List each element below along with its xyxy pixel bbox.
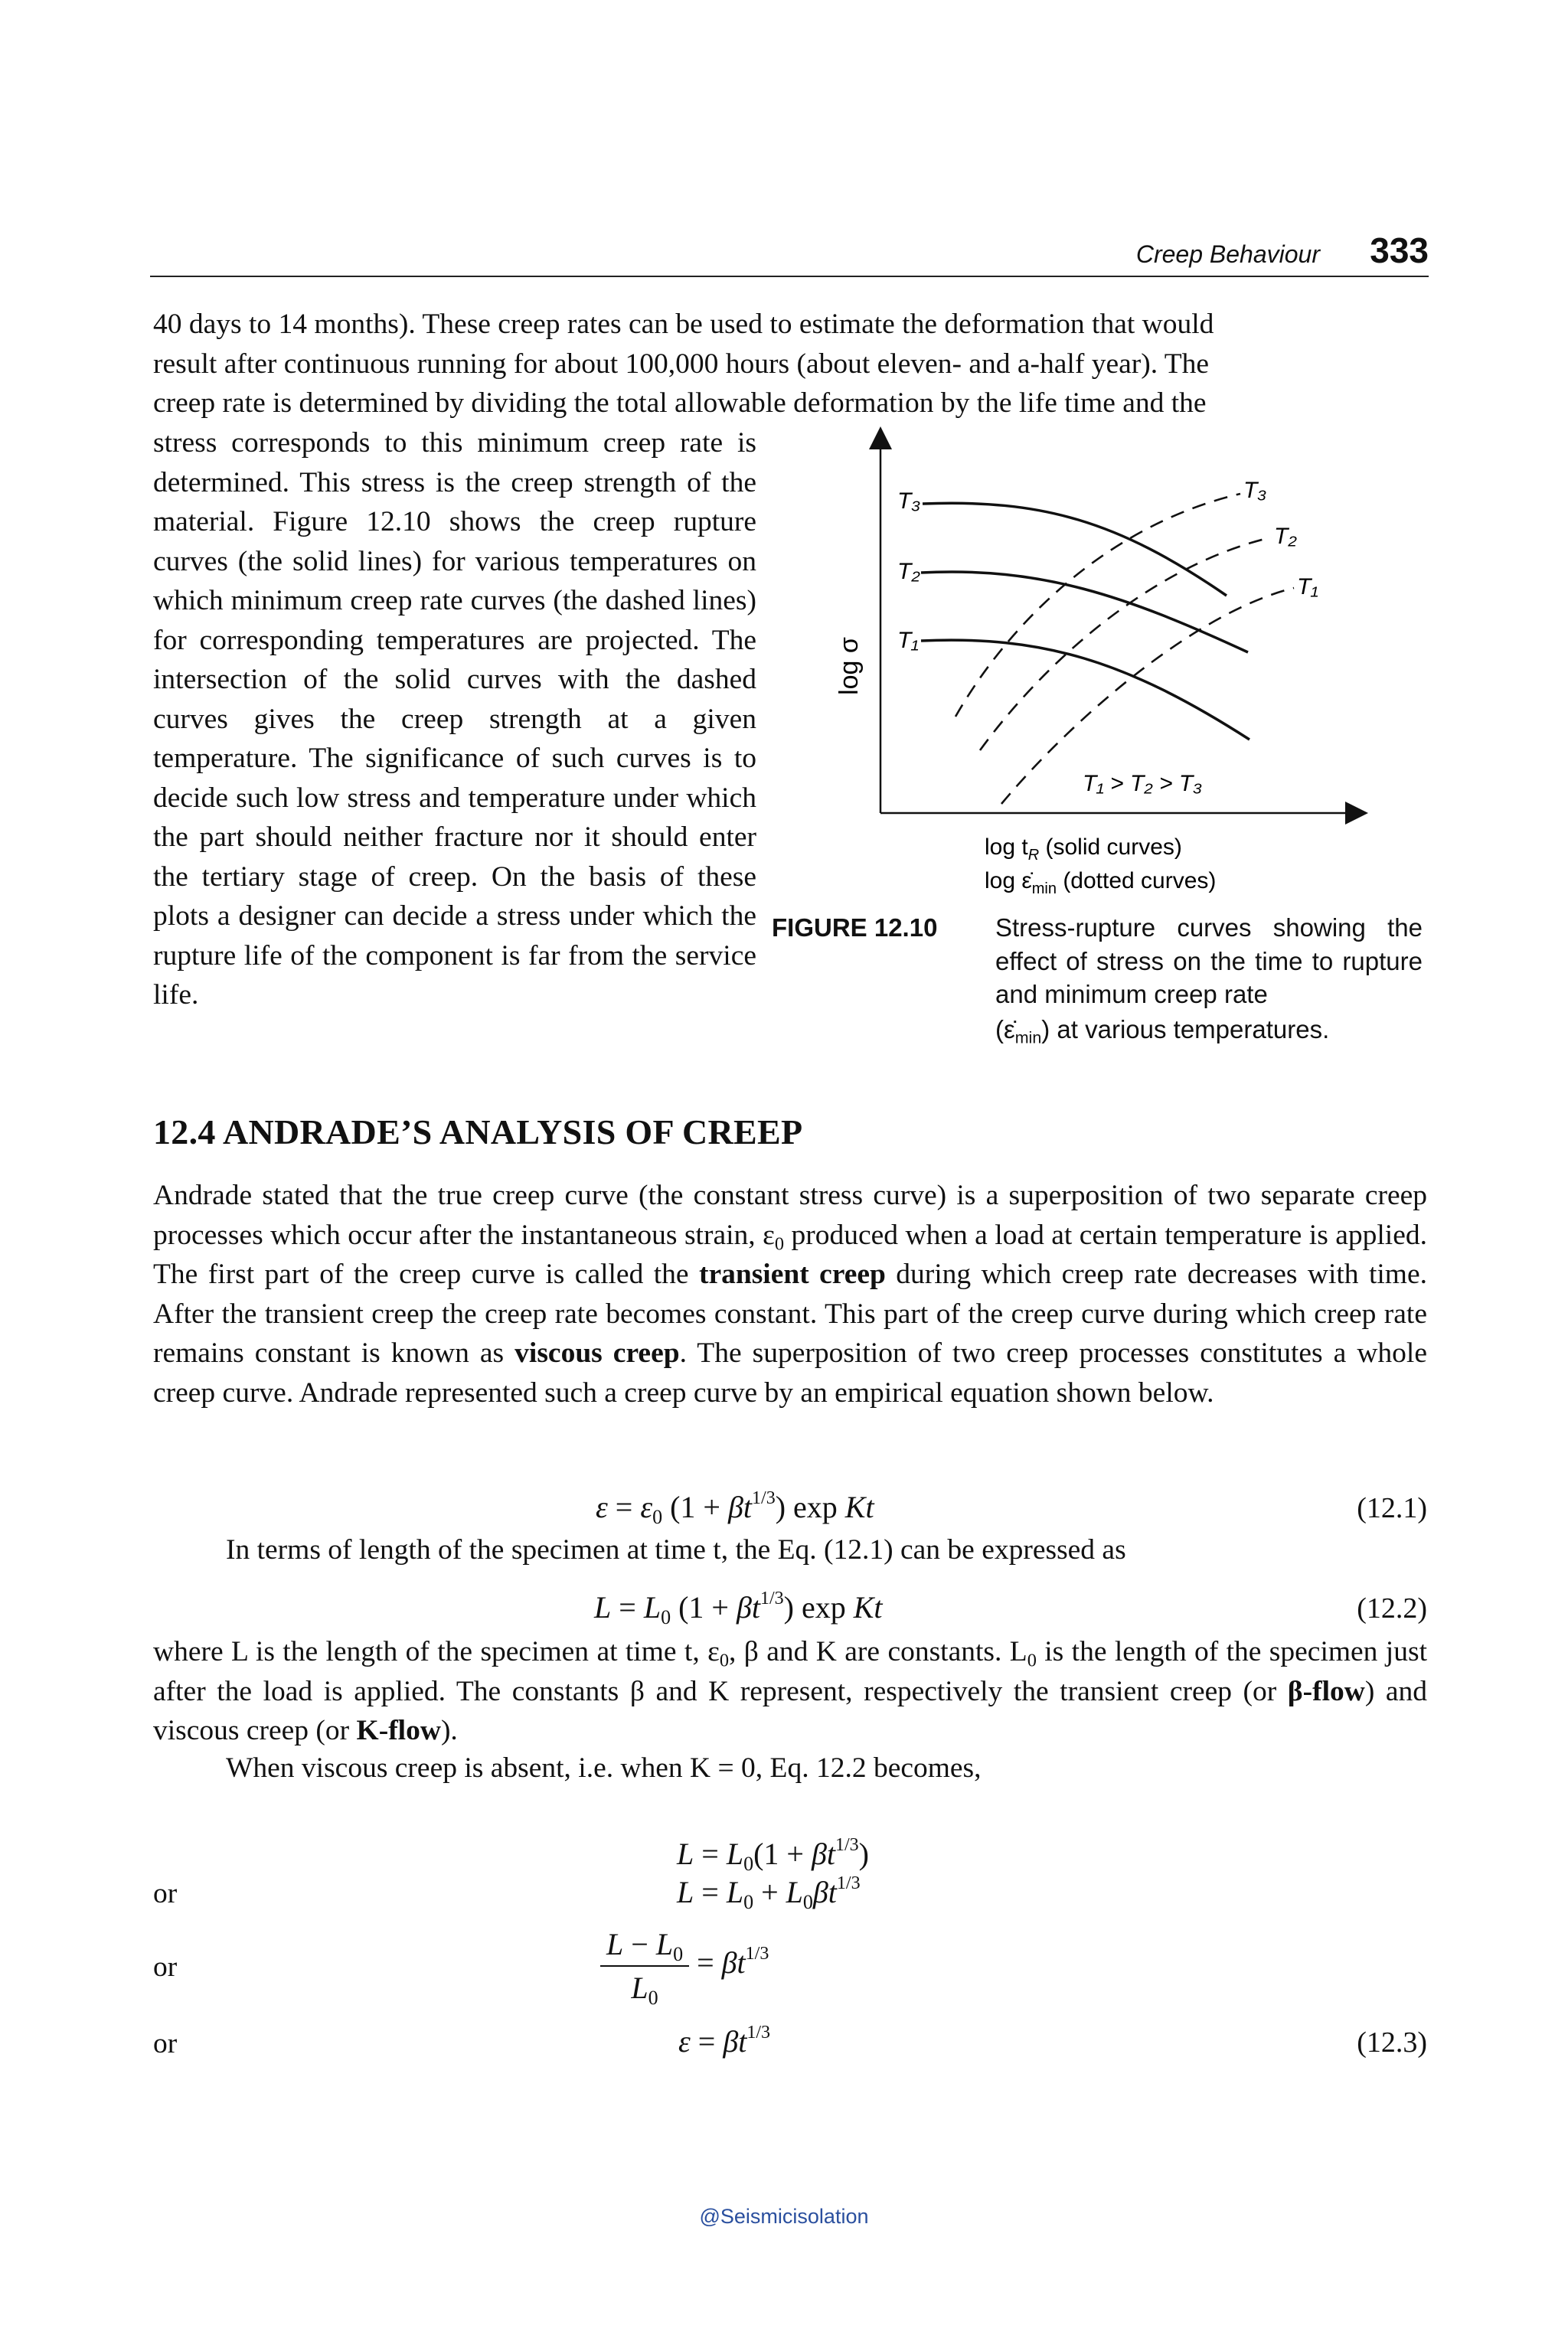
equation-12-3: $\varepsilon = \beta t^{1/3}$ — [678, 2023, 771, 2059]
or-word: or — [153, 1878, 178, 1909]
derivation-step-2: $L = L_0 + L_0\beta t^{1/3}$ — [677, 1873, 861, 1913]
lead-line: creep rate is determined by dividing the total allowable deformation by the life time and the — [153, 387, 1207, 419]
figure-12-10 — [766, 413, 1439, 903]
y-axis-label: log σ — [835, 637, 864, 695]
figure-caption — [995, 911, 1423, 1046]
term-transient-creep: transient creep — [698, 1259, 886, 1290]
running-title: Creep Behaviour — [1135, 240, 1320, 268]
intro-wrap-text: stress corresponds to this minimum creep rate is determined. This stress is the creep strength of the material. Figure 12.10 shows the creep rupture curves (the solid lines) for various temperatures on which minimum creep rate curves (the dashed lines) for corresponding temperatures are projected. The intersection of the solid curves with the dashed curves gives the creep strength at a given temperature. The significance of such curves is to decide such low stress and temperature under which the part should neither fracture nor it should enter the tertiary stage of creep. On the basis of these plots a designer can decide a stress under which the rupture life of the component is far from the service life. — [153, 427, 756, 1011]
x-axis-label-dotted: $\log \varepsiloṅ_{min}$ (dotted curves) — [985, 868, 1217, 897]
lead-line: result after continuous running for about 100,000 hours (about eleven- and a-half year). The — [153, 348, 1210, 380]
solid-curve-t3 — [923, 503, 1227, 596]
section-paragraph-1: Andrade stated that the true creep curve (the constant stress curve) is a superposition of two separate creep processes which occur after the instantaneous strain, $\varepsilon_0$ produced when a load at certain temperature is applied. The first part of the creep curve is called the transient creep during which creep rate decreases with time. After the transient creep the creep rate becomes constant. This part of the creep curve during which creep rate remains constant is known as viscous creep. The superposition of two creep processes constitutes a whole creep curve. Andrade represented such a creep curve by an empirical equation shown below. — [153, 1180, 1427, 1409]
caption-text: Stress-rupture curves showing the effect of stress on the time to rupture and minimum creep rate — [995, 913, 1423, 1008]
figure-number: FIGURE 12.10 — [772, 913, 938, 942]
running-header — [150, 222, 1429, 277]
equation-12-1: $\varepsilon = \varepsilon_0$ $(1 + \beta t^{1/3})$ exp Kt — [596, 1488, 874, 1528]
equation-number-12-3: (12.3) — [1357, 2026, 1427, 2059]
dashed-label-t3: T₃ — [1243, 478, 1267, 503]
dashed-label-t2: T₂ — [1274, 524, 1297, 549]
or-word: or — [153, 1951, 178, 1983]
equation-12-2: $L = L_0$ $(1 + \beta t^{1/3})$ exp Kt — [594, 1589, 883, 1628]
intro-lead — [153, 305, 1427, 423]
solid-label-t3: T₃ — [897, 488, 921, 514]
solid-label-t1: T₁ — [897, 628, 919, 653]
term-beta-flow: β-flow — [1287, 1675, 1365, 1707]
section-paragraph-3: where L is the length of the specimen at time t, $\varepsilon_0$, β and K are constants. $L_0$ is the length of the specimen just after the load is applied. The constants β and K represent, respectively the transient creep (or β-flow) and viscous creep (or K-flow). — [153, 1636, 1428, 1746]
lead-line: 40 days to 14 months). These creep rates can be used to estimate the deformation that would — [153, 309, 1214, 340]
term-k-flow: K-flow — [356, 1715, 441, 1746]
derivation-step-3: $\frac{L - L_0}{L_0}$ = $\beta t^{1/3}$ — [600, 1926, 769, 2006]
dashed-label-t1: T₁ — [1297, 574, 1318, 599]
watermark: @Seismicisolation — [699, 2205, 869, 2228]
stress-rupture-plot — [766, 413, 1439, 903]
equation-intro-text: In terms of length of the specimen at time t, the Eq. (12.1) can be expressed as — [226, 1534, 1126, 1566]
section-paragraph-4: When viscous creep is absent, i.e. when K = 0, Eq. 12.2 becomes, — [226, 1752, 982, 1784]
caption-emin-line: $(\varepsiloṅ_{min})$ at various temperatures. — [995, 1014, 1330, 1047]
derivation-step-1: $L = L_0(1 + \beta t^{1/3})$ — [677, 1835, 869, 1875]
equation-number-12-2: (12.2) — [1357, 1592, 1427, 1625]
term-viscous-creep: viscous creep — [514, 1337, 680, 1369]
fraction: $\frac{L - L_0}{L_0}$ — [600, 1926, 689, 2006]
section-heading: 12.4 ANDRADE’S ANALYSIS OF CREEP — [153, 1112, 803, 1151]
x-axis-label-solid: $\log t_R$ (solid curves) — [985, 834, 1182, 864]
solid-curve-t1 — [921, 640, 1250, 740]
page-number: 333 — [1370, 230, 1429, 270]
temperature-condition: T₁ > T₂ > T₃ — [1083, 771, 1203, 796]
equation-number-12-1: (12.1) — [1357, 1492, 1427, 1524]
or-word: or — [153, 2028, 178, 2059]
solid-label-t2: T₂ — [897, 559, 920, 584]
